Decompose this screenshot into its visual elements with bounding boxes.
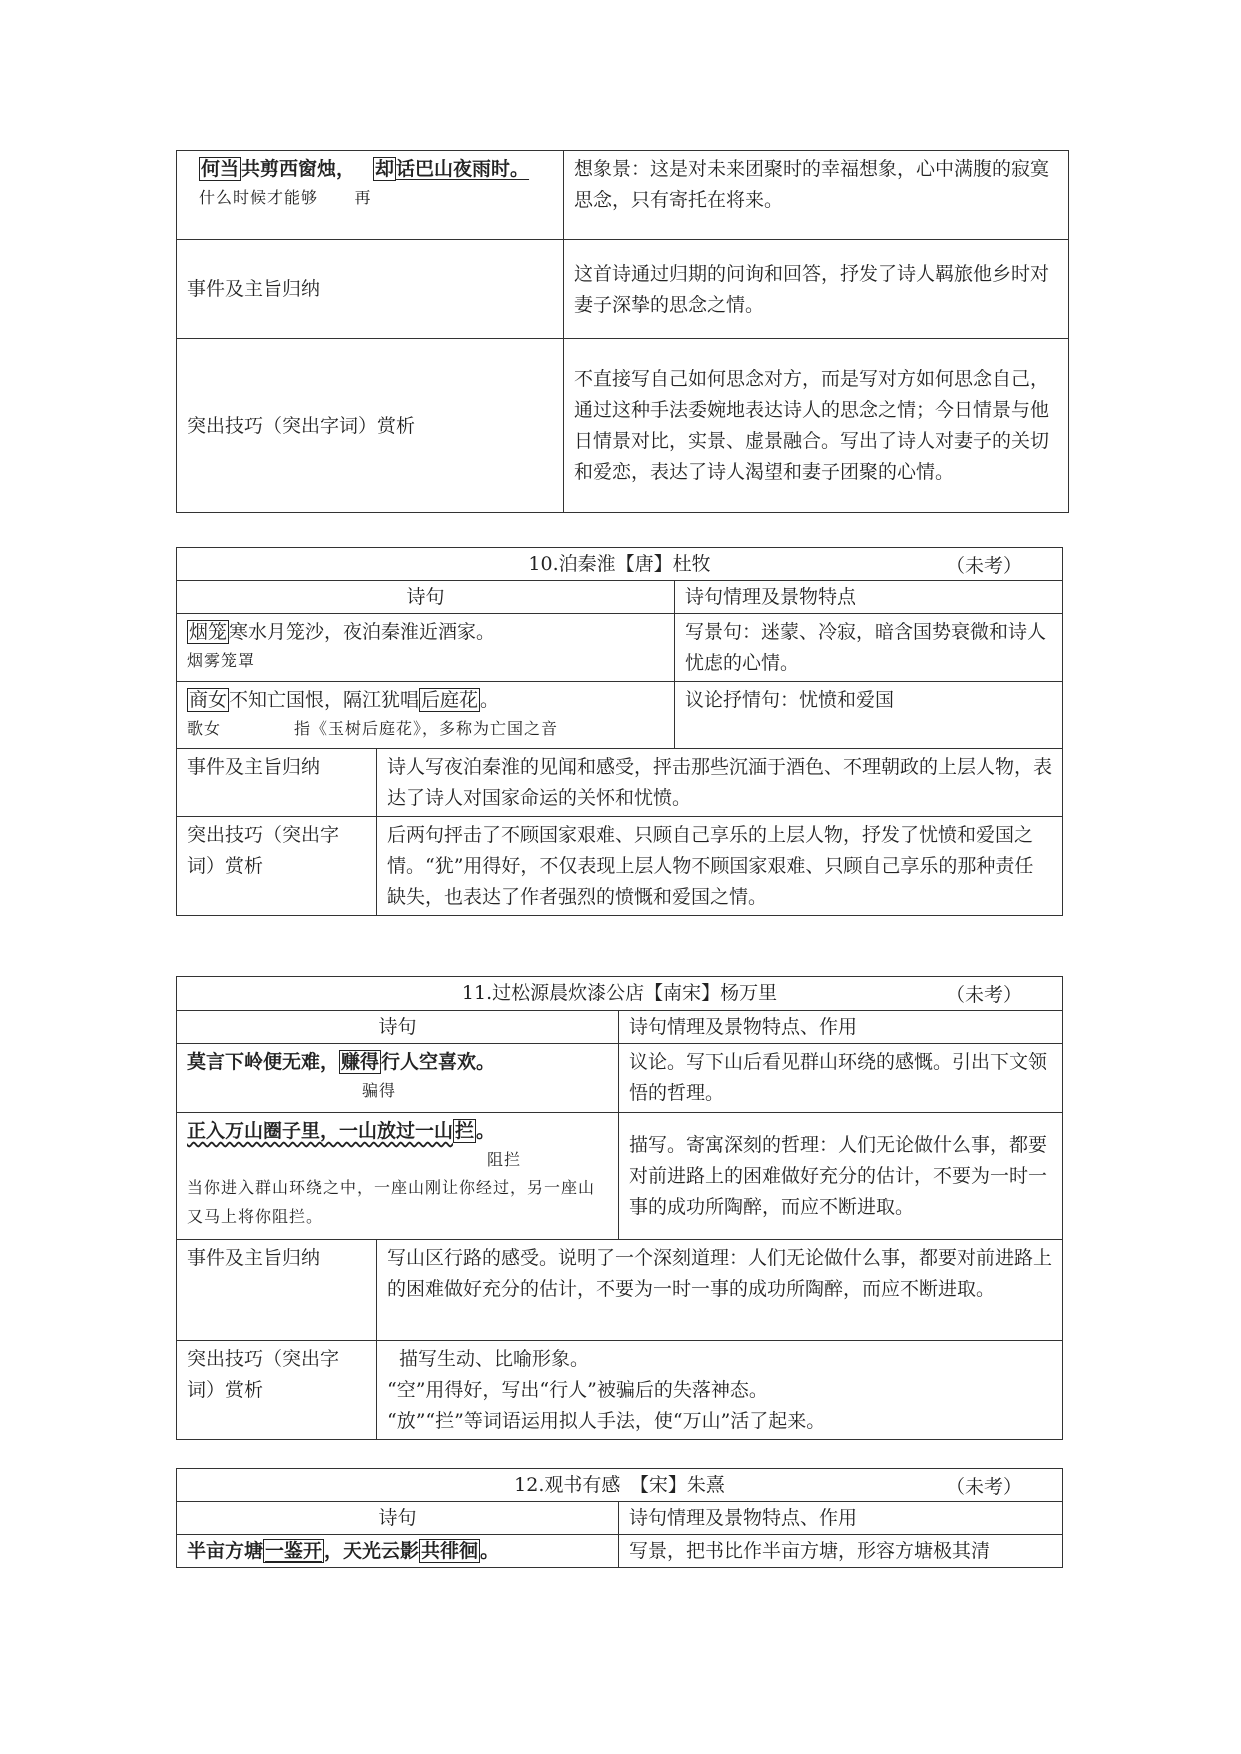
gloss-annotation: 什么时候才能够 再 (199, 188, 372, 207)
event-summary-label: 事件及主旨归纳 (177, 240, 564, 339)
poem-line-cell: 商女 不知亡国恨，隔江犹唱 后庭花 。 歌女 指《玉树后庭花》，多称为亡国之音 (177, 682, 675, 749)
table-title (177, 1469, 1063, 1502)
poem-line-description: 想象景：这是对未来团聚时的幸福想象，心中满腹的寂寞思念，只有寄托在将来。 (564, 151, 1069, 240)
table-title (177, 977, 1063, 1011)
poem-line-cell: 半亩方塘 一鉴开 ，天光云影 共徘徊 。 (177, 1535, 619, 1568)
highlight-word: 商女 (189, 689, 228, 711)
poem-line-description: 写景句：迷蒙、冷寂，暗含国势衰微和诗人忧虑的心情。 (675, 614, 1063, 682)
poem-table-9 (176, 150, 1069, 513)
technique-line: “放”“拦”等词语运用拟人手法，使“万山”活了起来。 (387, 1410, 826, 1432)
gloss-annotation: 阻拦 (487, 1150, 522, 1169)
exam-note: （未考） (946, 984, 1023, 1006)
exam-note: （未考） (946, 1476, 1023, 1498)
poem-line-description: 议论抒情句：忧愤和爱国 (675, 682, 1063, 749)
poem-line-cell: 何当 共剪西窗烛， 却 话巴山夜雨时。 什么时候才能够 再 (177, 151, 564, 240)
technique-label: 突出技巧（突出字词）赏析 (177, 1341, 377, 1440)
event-summary-text: 诗人写夜泊秦淮的见闻和感受，抨击那些沉湎于酒色、不理朝政的上层人物，表达了诗人对国家命运的关怀和忧愤。 (377, 749, 1063, 817)
column-header-poem: 诗句 (177, 1502, 619, 1535)
poem-line-cell: 正入万山圈子里，一山放过一山 拦 。 阻拦 当你进入群山环绕之中，一座山刚让你经过，另一座山又马上将你阻拦。 (177, 1113, 619, 1240)
technique-text: 后两句抨击了不顾国家艰难、只顾自己享乐的上层人物，抒发了忧愤和爱国之情。“犹”用得好，不仅表现上层人物不顾国家艰难、只顾自己享乐的那种责任缺失，也表达了作者强烈的愤慨和爱国之情。 (377, 817, 1063, 916)
highlight-word: 一鉴开 (265, 1540, 323, 1562)
exam-note: （未考） (946, 555, 1023, 577)
highlight-word: 何当 (201, 158, 240, 180)
poem-table-10 (176, 547, 1063, 916)
gloss-annotation: 烟雾笼罩 (187, 651, 256, 670)
gloss-annotation: 骗得 (362, 1081, 397, 1100)
poem-title: 10.泊秦淮【唐】杜牧 (528, 553, 711, 575)
technique-text: 不直接写自己如何思念对方，而是写对方如何思念自己，通过这种手法委婉地表达诗人的思念之情；今日情景与他日情景对比，实景、虚景融合。写出了诗人对妻子的关切和爱恋，表达了诗人渴望和妻子团聚的心情。 (564, 339, 1069, 513)
poem-table-11 (176, 976, 1063, 1440)
event-summary-text: 写山区行路的感受。说明了一个深刻道理：人们无论做什么事，都要对前进路上的困难做好充分的估计，不要为一时一事的成功所陶醉，而应不断进取。 (377, 1240, 1063, 1341)
poem-table-12 (176, 1468, 1063, 1568)
column-header-poem: 诗句 (177, 1011, 619, 1044)
technique-line: “空”用得好，写出“行人”被骗后的失落神态。 (387, 1379, 768, 1401)
event-summary-text: 这首诗通过归期的问询和回答，抒发了诗人羁旅他乡时对妻子深挚的思念之情。 (564, 240, 1069, 339)
highlight-word: 拦 (455, 1120, 475, 1142)
poem-line-description: 描写。寄寓深刻的哲理：人们无论做什么事，都要对前进路上的困难做好充分的估计，不要为一时一事的成功所陶醉，而应不断进取。 (619, 1113, 1063, 1240)
highlight-word: 共徘徊 (421, 1540, 479, 1562)
column-header-poem: 诗句 (177, 581, 675, 614)
table-title (177, 548, 1063, 581)
column-header-analysis: 诗句情理及景物特点、作用 (619, 1011, 1063, 1044)
highlight-word: 烟笼 (189, 621, 228, 643)
technique-text (377, 1341, 1063, 1440)
event-summary-label: 事件及主旨归纳 (177, 1240, 377, 1341)
highlight-word: 后庭花 (421, 689, 479, 711)
gloss-annotation: 歌女 指《玉树后庭花》，多称为亡国之音 (187, 719, 559, 738)
poem-line-description: 写景，把书比作半亩方塘，形容方塘极其清 (619, 1535, 1063, 1568)
highlight-word: 却 (375, 158, 395, 180)
translation-text: 当你进入群山环绕之中，一座山刚让你经过，另一座山又马上将你阻拦。 (187, 1178, 596, 1226)
technique-label: 突出技巧（突出字词）赏析 (177, 339, 564, 513)
poem-line-description: 议论。写下山后看见群山环绕的感慨。引出下文领悟的哲理。 (619, 1044, 1063, 1113)
poem-line-cell: 烟笼 寒水月笼沙，夜泊秦淮近酒家。 烟雾笼罩 (177, 614, 675, 682)
event-summary-label: 事件及主旨归纳 (177, 749, 377, 817)
technique-line: 描写生动、比喻形象。 (399, 1348, 590, 1370)
poem-line-cell: 莫言下岭便无难， 赚得 行人空喜欢。 骗得 (177, 1044, 619, 1113)
column-header-analysis: 诗句情理及景物特点 (675, 581, 1063, 614)
poem-title: 11.过松源晨炊漆公店【南宋】杨万里 (461, 982, 778, 1004)
column-header-analysis: 诗句情理及景物特点、作用 (619, 1502, 1063, 1535)
technique-label: 突出技巧（突出字词）赏析 (177, 817, 377, 916)
highlight-word: 赚得 (341, 1051, 380, 1073)
poem-title: 12.观书有感 【宋】朱熹 (514, 1474, 725, 1496)
